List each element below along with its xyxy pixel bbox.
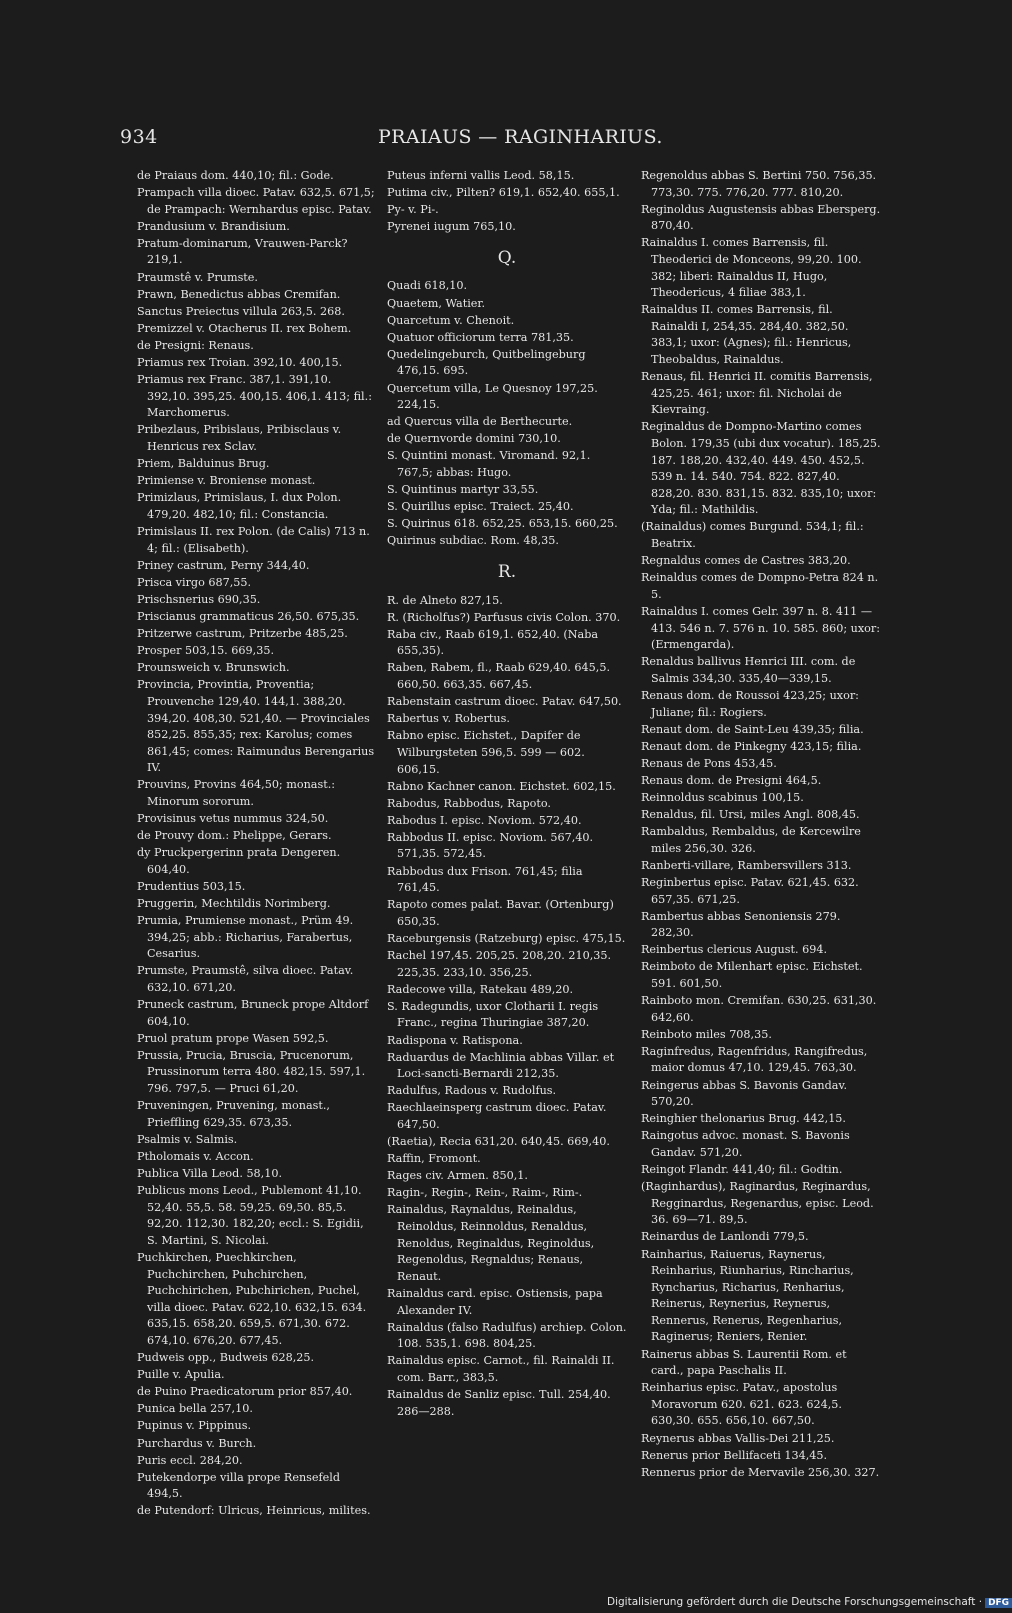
index-entry: de Putendorf: Ulricus, Heinricus, milites. [137,1504,371,1518]
index-entry: Reingerus abbas S. Bavonis Gandav. 570,20. [641,1078,848,1109]
index-entry: Raceburgensis (Ratzeburg) episc. 475,15. [387,931,626,945]
index-entry: S. Quintini monast. Viromand. 92,1. 767,5; abbas: Hugo. [387,449,591,479]
index-column-3 [641,168,881,1482]
index-entry: Putekendorpe villa prope Rensefeld 494,5. [137,1470,341,1501]
index-entry: Prischsnerius 690,35. [137,592,261,606]
index-entry: Reinghier thelonarius Brug. 442,15. [641,1112,846,1126]
index-entry: Quatuor officiorum terra 781,35. [387,330,574,344]
index-entry: Puteus inferni vallis Leod. 58,15. [387,169,575,182]
index-entry: Puchkirchen, Puechkirchen, Puchchirchen, Puhchirchen, Puchchirichen, Pubchirichen, Puchel, villa dioec. Patav. 622,10. 632,15. 634. 635,15. 658,20. 659,5. 671,30. 672. 674,10. 676,20. 677,45. [137,1251,367,1347]
index-entry: S. Radegundis, uxor Clotharii I. regis Franc., regina Thuringiae 387,20. [387,999,599,1030]
index-entry: Prounsweich v. Brunswich. [137,661,290,675]
index-entry: S. Quintinus martyr 33,55. [387,483,539,497]
digitization-credit [607,1596,1012,1608]
index-entry: Praumstê v. Prumste. [137,270,258,284]
index-entry: (Rainaldus) comes Burgund. 534,1; fil.: Beatrix. [641,520,864,551]
page-number: 934 [120,126,158,148]
index-entry: Reynerus abbas Vallis-Dei 211,25. [641,1431,835,1445]
index-entry: Reginbertus episc. Patav. 621,45. 632. 657,35. 671,25. [641,875,859,906]
index-entry: Py- v. Pi-. [387,203,439,217]
index-entry: Renaldus ballivus Henrici III. com. de Salmis 334,30. 335,40—339,15. [641,655,856,685]
index-entry: Prampach villa dioec. Patav. 632,5. 671,5; de Prampach: Wernhardus episc. Patav. [137,186,375,216]
index-entry: Reginaldus de Dompno-Martino comes Bolon. 179,35 (ubi dux vocatur). 185,25. 187. 188,20. 432,40. 449. 450. 452,5. 539 n. 14. 540. 754. 822. 827,40. 828,20. 830. 831,15. 832. 835,10; uxor: Yda; fil.: Mathildis. [641,420,881,517]
index-entry: Priscianus grammaticus 26,50. 675,35. [137,609,360,623]
index-entry: Quercetum villa, Le Quesnoy 197,25. 224,15. [387,381,598,412]
index-entry: Rainaldus I. comes Barrensis, fil. Theoderici de Monceons, 99,20. 100. 382; liberi: Rainaldus II, Hugo, Theodericus, 4 filiae 383,1. [641,236,862,300]
index-entry: Reinnoldus scabinus 100,15. [641,790,804,804]
index-entry: Rabodus, Rabbodus, Rapoto. [387,796,551,810]
index-entry: Rambaldus, Rembaldus, de Kercewilre miles 256,30. 326. [641,825,861,855]
index-entry: Rainaldus episc. Carnot., fil. Rainaldi II. com. Barr., 383,5. [387,1354,615,1384]
index-entry: Quaetem, Watier. [387,296,486,310]
index-entry: Priney castrum, Perny 344,40. [137,558,310,572]
index-entry: de Prouvy dom.: Phelippe, Gerars. [137,829,332,843]
page-header [120,126,663,156]
index-entry: R. de Alneto 827,15. [387,593,503,607]
index-entry: Reginoldus Augustensis abbas Ebersperg. 870,40. [641,202,881,233]
index-entry: Quedelingeburch, Quitbelingeburg 476,15. 695. [387,347,586,378]
index-entry: Prandusium v. Brandisium. [137,219,290,233]
index-entry: ad Quercus villa de Berthecurte. [387,415,573,429]
index-entry: (Raginhardus), Raginardus, Reginardus, Regginardus, Regenardus, episc. Leod. 36. 69—71. 89,5. [641,1180,874,1227]
index-entry: Renaus dom. de Roussoi 423,25; uxor: Juliane; fil.: Rogiers. [641,688,859,719]
index-entry: Rainaldus card. episc. Ostiensis, papa Alexander IV. [387,1286,603,1317]
index-entry: Putima civ., Pilten? 619,1. 652,40. 655,1. [387,186,620,200]
index-entry: Rambertus abbas Senoniensis 279. 282,30. [641,909,841,940]
index-entry: Provincia, Provintia, Proventia; Prouvenche 129,40. 144,1. 388,20. 394,20. 408,30. 521,40. — Provinciales 852,25. 855,35; rex: Karolus; comes 861,45; comes: Raimundus Berengarius IV. [137,678,375,775]
index-entry: Rainaldus II. comes Barrensis, fil. Rainaldi I, 254,35. 284,40. 382,50. 383,1; uxor: (Agnes); fil.: Henricus, Theobaldus, Rainaldus. [641,303,852,367]
index-entry: Raffin, Fromont. [387,1152,481,1166]
index-entry: (Raetia), Recia 631,20. 640,45. 669,40. [387,1135,610,1149]
index-column-1 [137,168,377,1521]
index-entry: Premizzel v. Otacherus II. rex Bohem. [137,321,352,335]
index-entry: Rabenstain castrum dioec. Patav. 647,50. [387,695,622,709]
index-entry: Rabertus v. Robertus. [387,712,510,726]
index-entry: Punica bella 257,10. [137,1402,253,1416]
index-entry: R. (Richolfus?) Parfusus civis Colon. 370. [387,610,621,624]
index-entry: Regnaldus comes de Castres 383,20. [641,554,851,568]
index-entry: Pruveningen, Pruvening, monast., Prieffling 629,35. 673,35. [137,1099,330,1129]
index-entry: Renaldus, fil. Ursi, miles Angl. 808,45. [641,808,860,822]
index-entry: Pudweis opp., Budweis 628,25. [137,1351,315,1365]
index-entry: Renaus de Pons 453,45. [641,756,777,770]
index-entry: Psalmis v. Salmis. [137,1132,238,1146]
index-entry: Raechlaeinsperg castrum dioec. Patav. 647,50. [387,1101,607,1131]
index-entry: Prumia, Prumiense monast., Prüm 49. 394,25; abb.: Richarius, Farabertus, Cesarius. [137,914,354,961]
index-entry: Puille v. Apulia. [137,1368,225,1382]
index-entry: Rainaldus, Raynaldus, Reinaldus, Reinoldus, Reinnoldus, Renaldus, Renoldus, Reginaldus, Reginoldus, Regenoldus, Regnaldus; Renaus, Renaut. [387,1203,595,1283]
index-entry: dy Pruckpergerinn prata Dengeren. 604,40. [137,846,341,876]
index-entry: Reinaldus comes de Dompno-Petra 824 n. 5. [641,571,879,601]
index-entry: Primiense v. Broniense monast. [137,474,316,488]
index-entry: Renaus dom. de Presigni 464,5. [641,773,822,787]
index-entry: Renaus, fil. Henrici II. comitis Barrensis, 425,25. 461; uxor: fil. Nicholai de Kievraing. [641,370,873,417]
index-entry: Publicus mons Leod., Publemont 41,10. 52,40. 55,5. 58. 59,25. 69,50. 85,5. 92,20. 112,30. 182,20; eccl.: S. Egidii, S. Martini, S. Nicolai. [137,1184,364,1247]
index-entry: Ptholomais v. Accon. [137,1149,254,1163]
index-entry: Raginfredus, Ragenfridus, Rangifredus, maior domus 47,10. 129,45. 763,30. [641,1044,868,1075]
index-entry: de Puino Praedicatorum prior 857,40. [137,1385,353,1399]
index-entry: Pratum-dominarum, Vrauwen-Parck? 219,1. [137,236,348,267]
index-entry: Rabno episc. Eichstet., Dapifer de Wilburgsteten 596,5. 599 — 602. 606,15. [387,729,585,776]
index-entry: Pyrenei iugum 765,10. [387,220,516,234]
index-entry: S. Quirinus 618. 652,25. 653,15. 660,25. [387,517,618,531]
index-entry: Priem, Balduinus Brug. [137,457,270,471]
index-entry: S. Quirillus episc. Traiect. 25,40. [387,500,574,514]
index-entry: Pritzerwe castrum, Pritzerbe 485,25. [137,627,348,641]
index-entry: Prisca virgo 687,55. [137,575,252,589]
index-entry: Purchardus v. Burch. [137,1436,257,1450]
index-entry: Prumste, Praumstê, silva dioec. Patav. 632,10. 671,20. [137,964,354,994]
index-entry: Rainerus abbas S. Laurentii Rom. et card., papa Paschalis II. [641,1347,847,1378]
index-entry: Pribezlaus, Pribislaus, Pribisclaus v. Henricus rex Sclav. [137,423,342,453]
index-entry: Ranberti-villare, Rambersvillers 313. [641,858,852,872]
index-entry: Rainaldus I. comes Gelr. 397 n. 8. 411 —413. 546 n. 7. 576 n. 10. 585. 860; uxor: (Ermengarda). [641,604,881,652]
index-entry: Radispona v. Ratispona. [387,1033,523,1047]
index-entry: Rabbodus dux Frison. 761,45; filia 761,45. [387,864,583,895]
index-entry: Raba civ., Raab 619,1. 652,40. (Naba 655,35). [387,627,599,658]
index-entry: Raben, Rabem, fl., Raab 629,40. 645,5. 660,50. 663,35. 667,45. [387,661,611,692]
index-entry: Pruneck castrum, Bruneck prope Altdorf 604,10. [137,998,369,1028]
index-entry: Regenoldus abbas S. Bertini 750. 756,35. 773,30. 775. 776,20. 777. 810,20. [641,169,877,199]
index-column-2 [387,168,627,1421]
index-entry: Rainaldus (falso Radulfus) archiep. Colon. 108. 535,1. 698. 804,25. [387,1320,627,1351]
section-heading-r: R. [497,561,517,582]
index-entry: Reingot Flandr. 441,40; fil.: Godtin. [641,1163,843,1177]
index-entry: Pruggerin, Mechtildis Norimberg. [137,897,331,911]
dfg-logo: DFG [985,1598,1012,1608]
running-title: PRAIAUS — RAGINHARIUS. [378,126,663,148]
index-entry: Renaut dom. de Saint-Leu 439,35; filia. [641,722,864,736]
index-entry: Rainboto mon. Cremifan. 630,25. 631,30. 642,60. [641,994,877,1024]
index-entry: Rabodus I. episc. Noviom. 572,40. [387,813,582,827]
index-entry: Renaut dom. de Pinkegny 423,15; filia. [641,739,862,753]
index-entry: Sanctus Preiectus villula 263,5. 268. [137,304,345,318]
index-entry: Provisinus vetus nummus 324,50. [137,812,329,826]
index-entry: Reimboto de Milenhart episc. Eichstet. 591. 601,50. [641,960,863,990]
index-entry: Prawn, Benedictus abbas Cremifan. [137,287,341,301]
index-entry: Rennerus prior de Mervavile 256,30. 327. [641,1465,880,1479]
index-entry: Renerus prior Bellifaceti 134,45. [641,1448,828,1462]
index-entry: Radecowe villa, Ratekau 489,20. [387,982,574,996]
index-entry: Radulfus, Radous v. Rudolfus. [387,1084,557,1098]
index-entry: Quadi 618,10. [387,279,468,293]
index-entry: Prussia, Prucia, Bruscia, Prucenorum, Prussinorum terra 480. 482,15. 597,1. 796. 797,5. — Pruci 61,20. [137,1048,366,1096]
index-entry: Rages civ. Armen. 850,1. [387,1169,528,1183]
index-entry: Rainharius, Raiuerus, Raynerus, Reinharius, Riunharius, Rincharius, Ryncharius, Richarius, Renharius, Reinerus, Reynerius, Reynerus, Rennerus, Renerus, Regenharius, Raginerus; Reniers, Renier. [641,1247,854,1344]
index-entry: Rapoto comes palat. Bavar. (Ortenburg) 650,35. [387,898,614,928]
index-entry: Reinharius episc. Patav., apostolus Moravorum 620. 621. 623. 624,5. 630,30. 655. 656,10. 667,50. [641,1381,842,1428]
entries-p-continued [387,168,627,236]
entries-r [387,593,627,1421]
entries-q [387,278,627,550]
section-heading-q: Q. [497,247,517,268]
index-entry: Pupinus v. Pippinus. [137,1419,251,1433]
index-entry: de Quernvorde domini 730,10. [387,432,561,446]
index-entry: Ragin-, Regin-, Rein-, Raim-, Rim-. [387,1186,583,1200]
index-entry: Rachel 197,45. 205,25. 208,20. 210,35. 225,35. 233,10. 356,25. [387,949,612,979]
index-entry: Primizlaus, Primislaus, I. dux Polon. 479,20. 482,10; fil.: Constancia. [137,491,342,521]
index-entry: de Presigni: Renaus. [137,338,254,352]
index-entry: Priamus rex Franc. 387,1. 391,10. 392,10. 395,25. 400,15. 406,1. 413; fil.: Marchomerus. [137,373,372,420]
index-entry: Publica Villa Leod. 58,10. [137,1167,283,1181]
index-entry: Quarcetum v. Chenoit. [387,313,515,327]
index-entry: Reinboto miles 708,35. [641,1027,772,1041]
index-entry: Prouvins, Provins 464,50; monast.: Minorum sororum. [137,778,336,808]
index-entry: Rabno Kachner canon. Eichstet. 602,15. [387,779,616,793]
index-entry: Rabbodus II. episc. Noviom. 567,40. 571,35. 572,45. [387,830,594,861]
index-entry: Prosper 503,15. 669,35. [137,644,274,658]
index-entry: Reinbertus clericus August. 694. [641,943,828,957]
credit-text: Digitalisierung gefördert durch die Deutsche Forschungsgemeinschaft · [607,1596,983,1608]
index-entry: Raingotus advoc. monast. S. Bavonis Gandav. 571,20. [641,1129,850,1159]
index-entry: Quirinus subdiac. Rom. 48,35. [387,534,559,548]
index-entry: de Praiaus dom. 440,10; fil.: Gode. [137,169,334,182]
index-entry: Reinardus de Lanlondi 779,5. [641,1230,809,1244]
index-entry: Raduardus de Machlinia abbas Villar. et Loci-sancti-Bernardi 212,35. [387,1050,615,1081]
index-entry: Primislaus II. rex Polon. (de Calis) 713 n. 4; fil.: (Elisabeth). [137,524,370,555]
index-entry: Puris eccl. 284,20. [137,1453,243,1467]
index-entry: Priamus rex Troian. 392,10. 400,15. [137,356,343,370]
index-entry: Pruol pratum prope Wasen 592,5. [137,1031,329,1045]
index-entry: Prudentius 503,15. [137,879,246,893]
index-entry: Rainaldus de Sanliz episc. Tull. 254,40. 286—288. [387,1387,611,1418]
